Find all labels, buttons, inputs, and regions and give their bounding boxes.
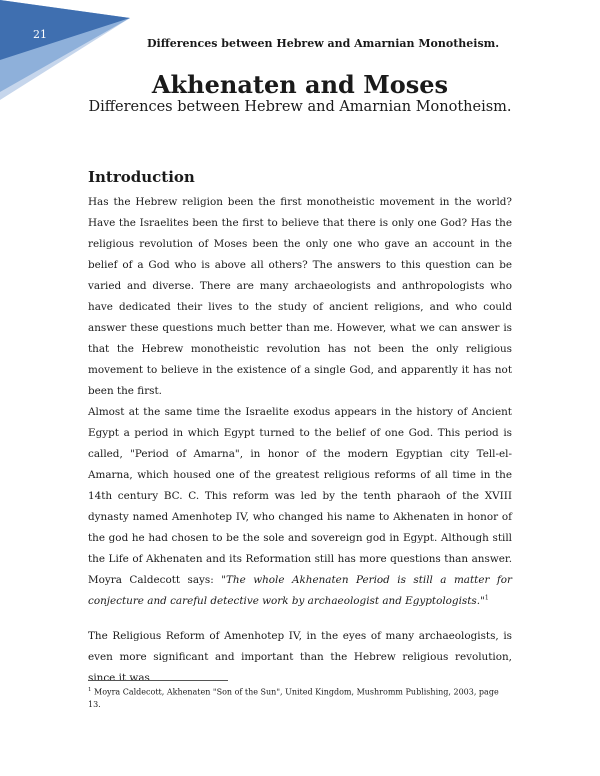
paragraph-1: Has the Hebrew religion been the first monotheistic movement in the world? Have the Israelites been the first to believe that there is only one God? Has the religious revolution of Moses been the only one who gave an account in the belief of a God who is above all others? The answers to this question can be varied and diverse. There are many archaeologists and anthropologists who have dedicated their lives to the study of ancient religions, and who could answer these questions much better than me. However, what we can answer is that the Hebrew monotheistic revolution has not been the only religious movement to believe in the existence of a single God, and apparently it has not been the first. — [88, 196, 512, 397]
paragraph-2-quote: "The whole Akhenaten Period is still a matter for conjecture and careful detective work by archaeologist and Egyptologists." — [88, 574, 512, 607]
footnote-marker: 1 — [88, 687, 92, 693]
running-header: Differences between Hebrew and Amarnian Monotheism. — [147, 37, 500, 50]
page-number: 21 — [33, 28, 47, 41]
paragraph-2-text: Almost at the same time the Israelite exodus appears in the history of Ancient Egypt a period in which Egypt turned to the belief of one God. This period is called, "Period of Amarna", in honor of the modern Egyptian city Tell-el-Amarna, which housed one of the greatest religious reforms of all time in the 14th century BC. C. This reform was led by the tenth pharaoh of the XVIII dynasty named Amenhotep IV, who changed his name to Akhenaten in honor of the god he had chosen to be the sole and sovereign god in Egypt. Although still the Life of Akhenaten and its Reformation still has more questions than answer. Moyra Caldecott says: — [88, 406, 512, 586]
page-title: Akhenaten and Moses — [151, 70, 449, 99]
paragraph-2 — [88, 402, 512, 612]
paragraph-3: The Religious Reform of Amenhotep IV, in the eyes of many archaeologists, is even more significant and important than the Hebrew religious revolution, since it was — [88, 630, 512, 684]
footnote-divider — [88, 680, 228, 681]
page-subtitle: Differences between Hebrew and Amarnian Monotheism. — [88, 99, 512, 115]
footnote-reference[interactable]: 1 — [484, 594, 489, 602]
footnote — [88, 684, 512, 711]
footnote-text: Moyra Caldecott, Akhenaten "Son of the Sun", United Kingdom, Mushromm Publishing, 2003, page 13. — [88, 687, 499, 709]
section-heading: Introduction — [88, 168, 195, 186]
